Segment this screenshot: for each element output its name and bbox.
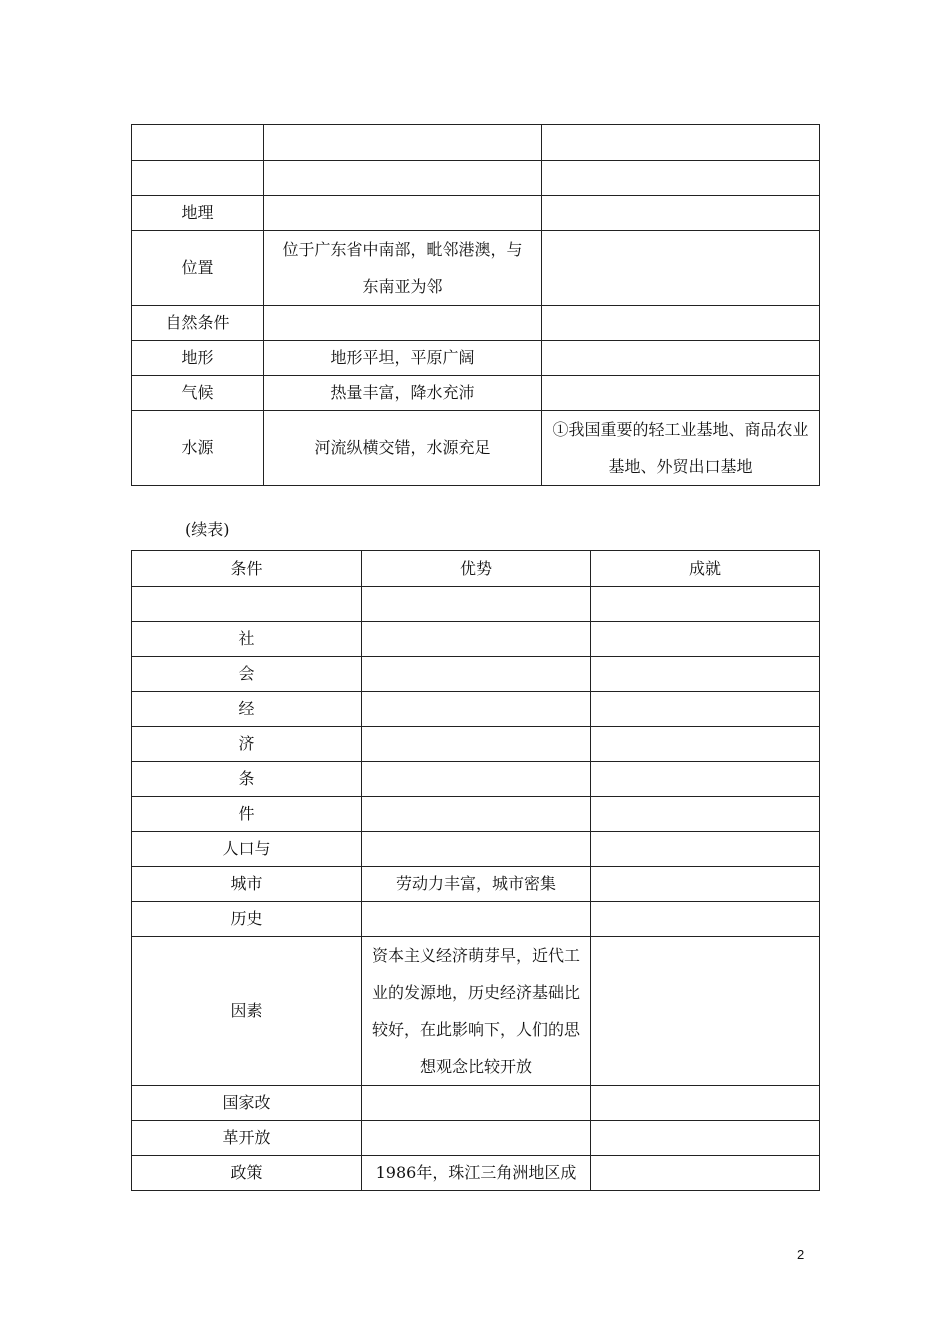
table-header-row <box>132 551 820 587</box>
table-row <box>132 657 820 692</box>
table-cell: 地形平坦，平原广阔 <box>264 341 542 376</box>
geography-conditions-table <box>131 124 820 486</box>
table-cell: ①我国重要的轻工业基地、商品农业基地、外贸出口基地 <box>542 411 820 486</box>
table-cell <box>542 376 820 411</box>
table-cell: 位置 <box>132 231 264 306</box>
table-row <box>132 1086 820 1121</box>
table-cell <box>591 762 820 797</box>
table-cell: 地形 <box>132 341 264 376</box>
table-cell <box>264 161 542 196</box>
table-cell <box>591 622 820 657</box>
table-cell <box>264 306 542 341</box>
table-cell <box>264 196 542 231</box>
table-cell: 自然条件 <box>132 306 264 341</box>
table-row <box>132 161 820 196</box>
table-cell: 水源 <box>132 411 264 486</box>
table-cell <box>362 727 591 762</box>
table-cell <box>542 161 820 196</box>
table-cell: 政策 <box>132 1156 362 1191</box>
table-cell: 会 <box>132 657 362 692</box>
table-cell <box>591 1156 820 1191</box>
table-cell: 条 <box>132 762 362 797</box>
table-cell: 社 <box>132 622 362 657</box>
table-row <box>132 692 820 727</box>
table-row <box>132 125 820 161</box>
column-header-achievements: 成就 <box>591 551 820 587</box>
page-number: 2 <box>797 1247 805 1262</box>
table-row <box>132 196 820 231</box>
table-cell <box>264 125 542 161</box>
table-row <box>132 762 820 797</box>
table-cell <box>362 797 591 832</box>
table-cell <box>591 937 820 1086</box>
table-row <box>132 902 820 937</box>
table-cell: 气候 <box>132 376 264 411</box>
table-cell: 热量丰富，降水充沛 <box>264 376 542 411</box>
socioeconomic-conditions-table <box>131 550 820 1191</box>
table-cell: 国家改 <box>132 1086 362 1121</box>
table-continued-caption: (续表) <box>185 520 230 539</box>
table-cell <box>542 125 820 161</box>
table-cell <box>591 867 820 902</box>
table-row <box>132 727 820 762</box>
table-cell <box>542 341 820 376</box>
table-row <box>132 937 820 1086</box>
table-cell: 革开放 <box>132 1121 362 1156</box>
table-row <box>132 832 820 867</box>
table-cell: 城市 <box>132 867 362 902</box>
table-row <box>132 867 820 902</box>
table-cell <box>362 762 591 797</box>
table-row <box>132 587 820 622</box>
table-cell <box>362 1121 591 1156</box>
table-cell <box>591 692 820 727</box>
table-cell: 济 <box>132 727 362 762</box>
table-cell <box>542 231 820 306</box>
table-row <box>132 376 820 411</box>
table-cell: 河流纵横交错，水源充足 <box>264 411 542 486</box>
column-header-conditions: 条件 <box>132 551 362 587</box>
table-cell: 资本主义经济萌芽早，近代工业的发源地，历史经济基础比较好，在此影响下，人们的思想观念比较开放 <box>362 937 591 1086</box>
table-cell <box>362 587 591 622</box>
table-cell <box>591 1086 820 1121</box>
table-cell <box>362 622 591 657</box>
table-cell: 位于广东省中南部，毗邻港澳，与东南亚为邻 <box>264 231 542 306</box>
table-cell <box>591 1121 820 1156</box>
table-cell: 历史 <box>132 902 362 937</box>
table-cell: 经 <box>132 692 362 727</box>
table-cell <box>542 196 820 231</box>
table-cell: 地理 <box>132 196 264 231</box>
table-cell <box>362 902 591 937</box>
table-row <box>132 622 820 657</box>
table-row <box>132 341 820 376</box>
table-row <box>132 1121 820 1156</box>
table-cell <box>591 797 820 832</box>
table-cell <box>591 587 820 622</box>
table-cell: 人口与 <box>132 832 362 867</box>
table-cell <box>362 692 591 727</box>
table-cell <box>132 125 264 161</box>
table-row <box>132 1156 820 1191</box>
column-header-advantages: 优势 <box>362 551 591 587</box>
table-cell <box>591 727 820 762</box>
table-cell <box>132 587 362 622</box>
table-cell: 1986年，珠江三角洲地区成 <box>362 1156 591 1191</box>
table-cell: 因素 <box>132 937 362 1086</box>
table-row <box>132 797 820 832</box>
table-cell: 劳动力丰富，城市密集 <box>362 867 591 902</box>
table-cell <box>132 161 264 196</box>
table-cell <box>591 902 820 937</box>
table-row <box>132 306 820 341</box>
table-cell <box>362 1086 591 1121</box>
table-row <box>132 231 820 306</box>
table-cell <box>591 832 820 867</box>
table-cell <box>362 657 591 692</box>
table-cell: 件 <box>132 797 362 832</box>
table-cell <box>591 657 820 692</box>
table-row <box>132 411 820 486</box>
table-cell <box>362 832 591 867</box>
table-cell <box>542 306 820 341</box>
